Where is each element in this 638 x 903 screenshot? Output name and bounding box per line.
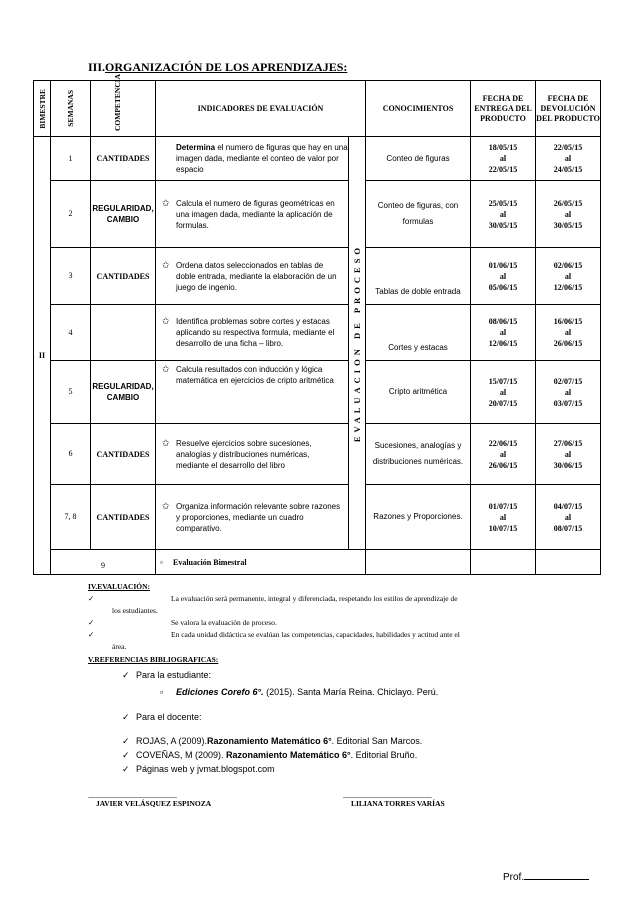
competencia-cell: CANTIDADES xyxy=(91,485,156,550)
list-item: ✓ En cada unidad didáctica se evalúan las competencias, capacidades, habilidades y actitud ante el xyxy=(88,630,460,639)
list-item: ▫ Ediciones Corefo 6°. (2015). Santa María Reina. Chiclayo. Perú. xyxy=(88,684,588,701)
indicador-cell: ✩ Organiza información relevante sobre razones y proporciones, mediante un cuadro comparativo. xyxy=(156,485,349,550)
col-competencia: COMPETENCIA xyxy=(91,81,156,137)
indicador-cell: ▫ Evaluación Bimestral xyxy=(156,550,366,575)
section-title: ORGANIZACIÓN DE LOS APRENDIZAJES: xyxy=(105,60,348,74)
star-bullet-icon: ✩ xyxy=(162,197,170,208)
eval-proceso-cell xyxy=(349,137,366,550)
bimestre-value: II xyxy=(34,137,51,575)
checkmark-icon: ✓ xyxy=(88,594,95,603)
eval-proceso-label: EVALUACION DE PROCESO xyxy=(352,243,362,443)
semana-cell: 6 xyxy=(51,424,91,485)
prof-signature: Prof. xyxy=(503,872,589,883)
star-bullet-icon: ✩ xyxy=(162,500,170,511)
bullet-icon: ▫ xyxy=(160,687,164,697)
table-row xyxy=(34,485,601,550)
devolucion-cell: 02/07/15 al 03/07/15 xyxy=(536,361,601,424)
table-row xyxy=(34,137,601,181)
entrega-cell: 18/05/15 al 22/05/15 xyxy=(471,137,536,181)
col-semanas: SEMANAS xyxy=(51,81,91,137)
indicador-cell: ✩ Resuelve ejercicios sobre sucesiones, analogías y distribuciones numéricas, mediante el desarrollo del libro xyxy=(156,424,349,485)
list-item: ✓ ROJAS, A (2009).Razonamiento Matemático 6°. Editorial San Marcos. xyxy=(122,736,423,746)
col-bimestre: BIMESTRE xyxy=(34,81,51,137)
signature-name: LILIANA TORRES VARÍAS xyxy=(351,799,445,808)
references-title: V.REFERENCIAS BIBLIOGRAFICAS: xyxy=(88,655,219,664)
empty-cell xyxy=(366,550,471,575)
signature-left: ________________________________ JAVIER VELÁSQUEZ ESPINOZA xyxy=(88,790,212,808)
devolucion-cell: 26/05/15 al 30/05/15 xyxy=(536,181,601,248)
entrega-cell: 01/06/15 al 05/06/15 xyxy=(471,248,536,305)
indicador-cell: ✩ Calcula el numero de figuras geométricas en una imagen dada, mediante la aplicación de formulas. xyxy=(156,181,349,248)
entrega-cell: 08/06/15 al 12/06/15 xyxy=(471,305,536,361)
devolucion-cell: 02/06/15 al 12/06/15 xyxy=(536,248,601,305)
list-item-continuation: área. xyxy=(112,642,127,651)
devolucion-cell: 04/07/15 al 08/07/15 xyxy=(536,485,601,550)
evaluation-title: IV.EVALUACIÓN: xyxy=(88,582,151,591)
empty-cell xyxy=(536,550,601,575)
entrega-cell: 01/07/15 al 10/07/15 xyxy=(471,485,536,550)
checkmark-icon: ✓ xyxy=(88,618,95,627)
evaluation-section xyxy=(88,581,538,653)
signature-right: ________________________________ LILIANA TORRES VARÍAS xyxy=(343,790,445,808)
table-row xyxy=(34,424,601,485)
empty-cell xyxy=(471,550,536,575)
competencia-cell: REGULARIDAD, CAMBIO xyxy=(91,361,156,424)
devolucion-cell: 22/05/15 al 24/05/15 xyxy=(536,137,601,181)
entrega-cell: 15/07/15 al 20/07/15 xyxy=(471,361,536,424)
semana-cell: 4 xyxy=(51,305,91,361)
table-row xyxy=(34,305,601,361)
conocimiento-cell: Conteo de figuras, con formulas xyxy=(366,181,471,248)
list-item-continuation: los estudiantes. xyxy=(112,606,158,615)
header-row xyxy=(34,81,601,137)
checkmark-icon: ✓ xyxy=(122,764,130,774)
checkmark-icon: ✓ xyxy=(122,712,130,722)
competencia-cell: CANTIDADES xyxy=(91,248,156,305)
semana-cell: 5 xyxy=(51,361,91,424)
semana-cell: 1 xyxy=(51,137,91,181)
semana-cell: 7, 8 xyxy=(51,485,91,550)
star-bullet-icon: ✩ xyxy=(162,259,170,270)
conocimiento-cell: Cortes y estacas xyxy=(366,305,471,361)
bullet-icon: ▫ xyxy=(160,557,163,567)
table-row xyxy=(34,181,601,248)
entrega-cell: 25/05/15 al 30/05/15 xyxy=(471,181,536,248)
conocimiento-cell: Razones y Proporciones. xyxy=(366,485,471,550)
col-fecha-devolucion: FECHA DE DEVOLUCIÓN DEL PRODUCTO xyxy=(536,81,601,137)
indicador-cell: ✩ Identifica problemas sobre cortes y estacas aplicando su respectiva formula, mediante el desarrollo de una ficha – libro. xyxy=(156,305,349,361)
table-row xyxy=(34,550,601,575)
semana-cell: 9 xyxy=(51,550,156,575)
learning-organization-table xyxy=(33,73,601,575)
signature-line xyxy=(524,879,589,880)
col-fecha-entrega: FECHA DE ENTREGA DEL PRODUCTO xyxy=(471,81,536,137)
star-bullet-icon: ✩ xyxy=(162,437,170,448)
competencia-cell: CANTIDADES xyxy=(91,137,156,181)
table-row xyxy=(34,361,601,424)
checkmark-icon: ✓ xyxy=(88,630,95,639)
checkmark-icon: ✓ xyxy=(122,736,130,746)
col-indicadores: INDICADORES DE EVALUACIÓN xyxy=(156,81,366,137)
star-bullet-icon: ✩ xyxy=(162,316,170,326)
checkmark-icon: ✓ xyxy=(122,670,130,680)
semana-cell: 3 xyxy=(51,248,91,305)
table-row xyxy=(34,248,601,305)
list-item: ✓ Se valora la evaluación de proceso. xyxy=(88,618,277,627)
competencia-cell: REGULARIDAD, CAMBIO xyxy=(91,181,156,248)
conocimiento-cell: Tablas de doble entrada xyxy=(366,248,471,305)
competencia-cell xyxy=(91,305,156,361)
conocimiento-cell: Conteo de figuras xyxy=(366,137,471,181)
indicador-cell: ✩ Calcula resultados con inducción y lógica matemática en ejercicios de cripto aritmética xyxy=(156,361,349,424)
list-item: ✓ COVEÑAS, M (2009). Razonamiento Matemático 6°. Editorial Bruño. xyxy=(122,750,418,760)
competencia-cell: CANTIDADES xyxy=(91,424,156,485)
indicador-cell: ✩ Ordena datos seleccionados en tablas de doble entrada, mediante la elaboración de un juego de ingenio. xyxy=(156,248,349,305)
indicador-cell: Determina el numero de figuras que hay en una imagen dada, mediante el conteo de valor por espacio xyxy=(156,137,349,181)
conocimiento-cell: Cripto aritmética xyxy=(366,361,471,424)
list-item: ✓ La evaluación será permanente, integral y diferenciada, respetando los estilos de aprendizaje de xyxy=(88,594,458,603)
section-heading: III.ORGANIZACIÓN DE LOS APRENDIZAJES: xyxy=(88,60,348,74)
conocimiento-cell: Sucesiones, analogías y distribuciones numéricas. xyxy=(366,424,471,485)
list-item: ✓ Páginas web y jvmat.blogspot.com xyxy=(122,764,275,774)
devolucion-cell: 27/06/15 al 30/06/15 xyxy=(536,424,601,485)
star-bullet-icon: ✩ xyxy=(162,364,170,374)
list-item: ✓ Para la estudiante: xyxy=(88,667,588,684)
entrega-cell: 22/06/15 al 26/06/15 xyxy=(471,424,536,485)
col-conocimientos: CONOCIMIENTOS xyxy=(366,81,471,137)
devolucion-cell: 16/06/15 al 26/06/15 xyxy=(536,305,601,361)
checkmark-icon: ✓ xyxy=(122,750,130,760)
references-section xyxy=(88,655,588,776)
semana-cell: 2 xyxy=(51,181,91,248)
signature-name: JAVIER VELÁSQUEZ ESPINOZA xyxy=(96,799,212,808)
list-item: ✓ Para el docente: xyxy=(88,709,588,726)
